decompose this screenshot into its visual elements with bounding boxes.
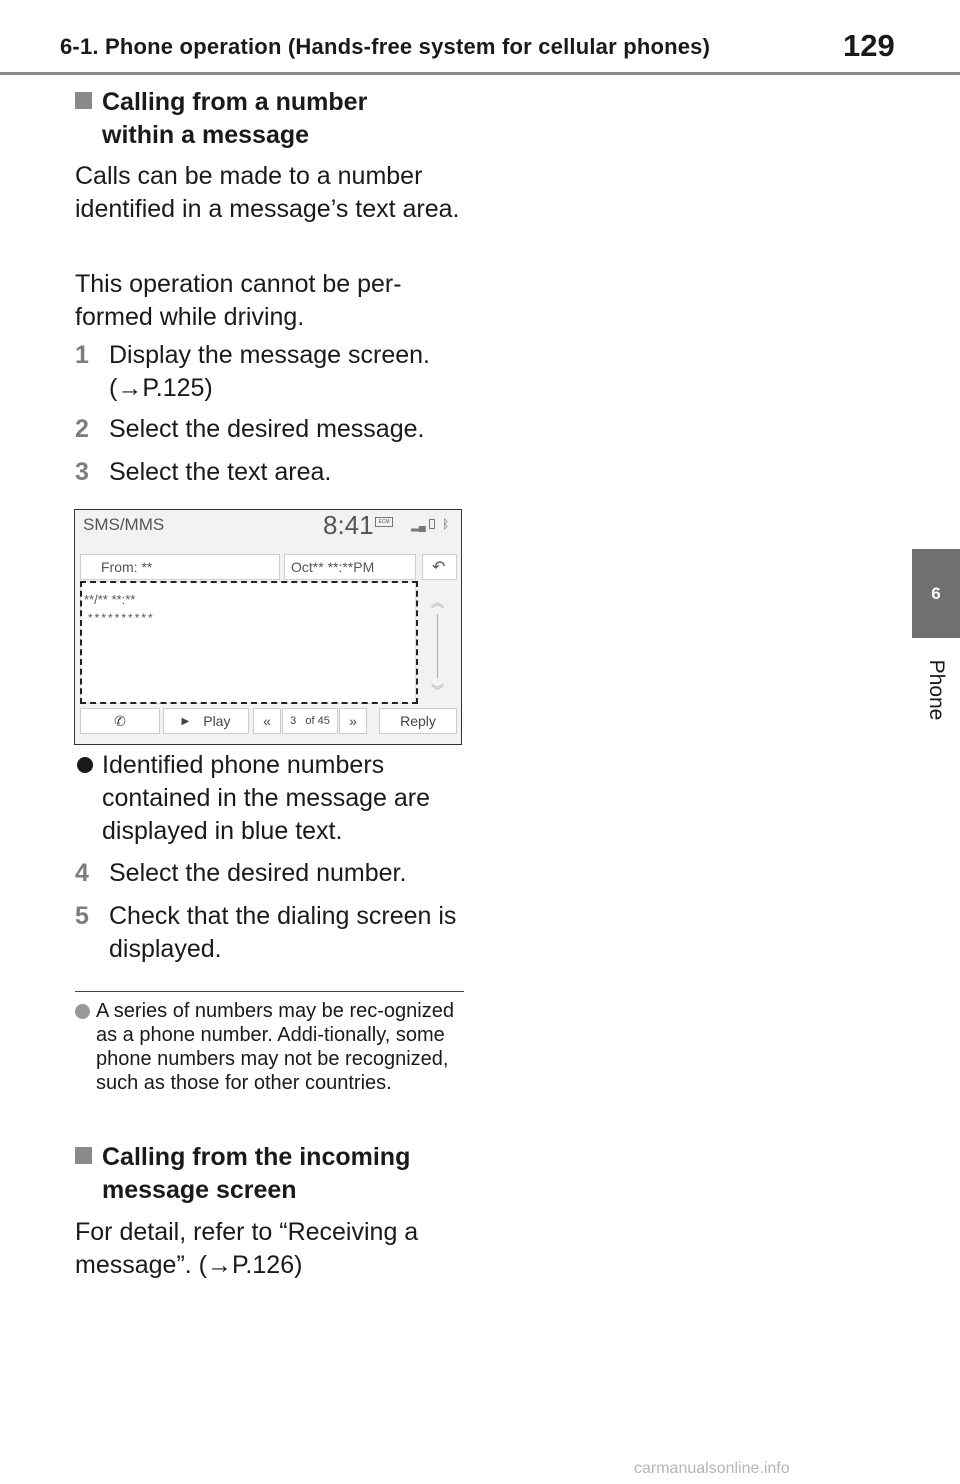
- step-4: [75, 857, 465, 890]
- scroll-up-icon[interactable]: ︽: [431, 595, 445, 610]
- chapter-number: 6: [931, 583, 941, 603]
- chapter-tab: [912, 549, 960, 638]
- note-bullet-icon: [75, 1004, 90, 1019]
- detail-paragraph: For detail, refer to “Receiving a message”. (→P.126): [75, 1218, 419, 1279]
- double-left-icon: «: [263, 713, 271, 729]
- heading-line-1: Calling from the incoming: [102, 1143, 411, 1171]
- step-text: Select the desired message.: [109, 415, 425, 443]
- step-text: Display the message screen. (→P.125): [109, 341, 430, 402]
- watermark: carmanualsonline.info: [634, 1460, 790, 1477]
- step-number: 2: [75, 415, 89, 443]
- play-label: Play: [203, 713, 231, 729]
- chapter-label: Phone: [925, 659, 948, 721]
- section-heading-2: [75, 1141, 475, 1207]
- square-bullet-icon: [75, 1147, 92, 1164]
- bullet-item: [75, 749, 475, 849]
- step-5: [75, 900, 465, 966]
- step-1: [75, 339, 465, 405]
- double-right-icon: »: [349, 713, 357, 729]
- heading-line-2: message screen: [102, 1176, 297, 1204]
- bullet-dot-icon: [77, 757, 93, 773]
- step-2: [75, 413, 465, 446]
- bullet-text: Identified phone numbers contained in the message are displayed in blue text.: [102, 751, 430, 845]
- section-heading-1: [75, 86, 475, 152]
- heading-line-2: within a message: [102, 121, 310, 149]
- signal-icon: ▂▄: [411, 521, 426, 532]
- back-arrow-icon: ↶: [432, 559, 446, 576]
- call-button[interactable]: [80, 708, 160, 734]
- note-text: A series of numbers may be rec-ognized as a phone number. Addi-tionally, some phone numbers may not be recognized, such as those for other countries.: [96, 1000, 454, 1094]
- from-field: From: **: [101, 559, 153, 575]
- screen-title: SMS/MMS: [83, 515, 165, 534]
- reply-button[interactable]: [379, 708, 457, 734]
- heading-line-1: Calling from a number: [102, 88, 368, 116]
- date-field: Oct** **:**PM: [291, 559, 375, 575]
- next-button[interactable]: [339, 708, 367, 734]
- step-3: [75, 456, 465, 489]
- restriction-paragraph: This operation cannot be per-formed while driving.: [75, 270, 402, 331]
- scroll-down-icon[interactable]: ︾: [431, 683, 445, 698]
- step-number: 5: [75, 902, 89, 930]
- page-total: 45: [317, 715, 330, 727]
- step-number: 3: [75, 458, 89, 486]
- section-title: 6-1. Phone operation (Hands-free system for cellular phones): [60, 34, 711, 59]
- intro-paragraph: Calls can be made to a number identified in a message’s text area.: [75, 162, 460, 223]
- text-area-highlight: [80, 581, 418, 704]
- message-time: **/** **:**: [84, 592, 136, 607]
- step-text: Select the desired number.: [109, 859, 407, 887]
- battery-icon: [429, 519, 435, 529]
- phone-icon: ✆: [114, 712, 126, 729]
- note-item: [75, 999, 470, 1124]
- page-indicator: [282, 708, 338, 734]
- note-rule: [75, 991, 464, 992]
- ecm-badge: ECM: [375, 517, 393, 527]
- step-number: 4: [75, 859, 89, 887]
- bluetooth-icon: ᛒ: [442, 517, 450, 531]
- previous-button[interactable]: [253, 708, 281, 734]
- page-current: 3: [290, 715, 297, 727]
- play-button[interactable]: [163, 708, 249, 734]
- header-rule: [0, 72, 960, 75]
- square-bullet-icon: [75, 92, 92, 109]
- page-number: 129: [843, 28, 895, 63]
- screen-clock: 8:41: [323, 510, 374, 540]
- step-number: 1: [75, 341, 89, 369]
- play-icon: ▶: [181, 715, 190, 727]
- page-of: of: [305, 715, 315, 727]
- step-text: Check that the dialing screen is displayed.: [109, 902, 457, 963]
- message-screen-illustration: [74, 509, 462, 745]
- message-preview: **********: [88, 611, 155, 625]
- scrollbar[interactable]: [437, 614, 438, 678]
- reply-label: Reply: [400, 713, 436, 729]
- step-text: Select the text area.: [109, 458, 332, 486]
